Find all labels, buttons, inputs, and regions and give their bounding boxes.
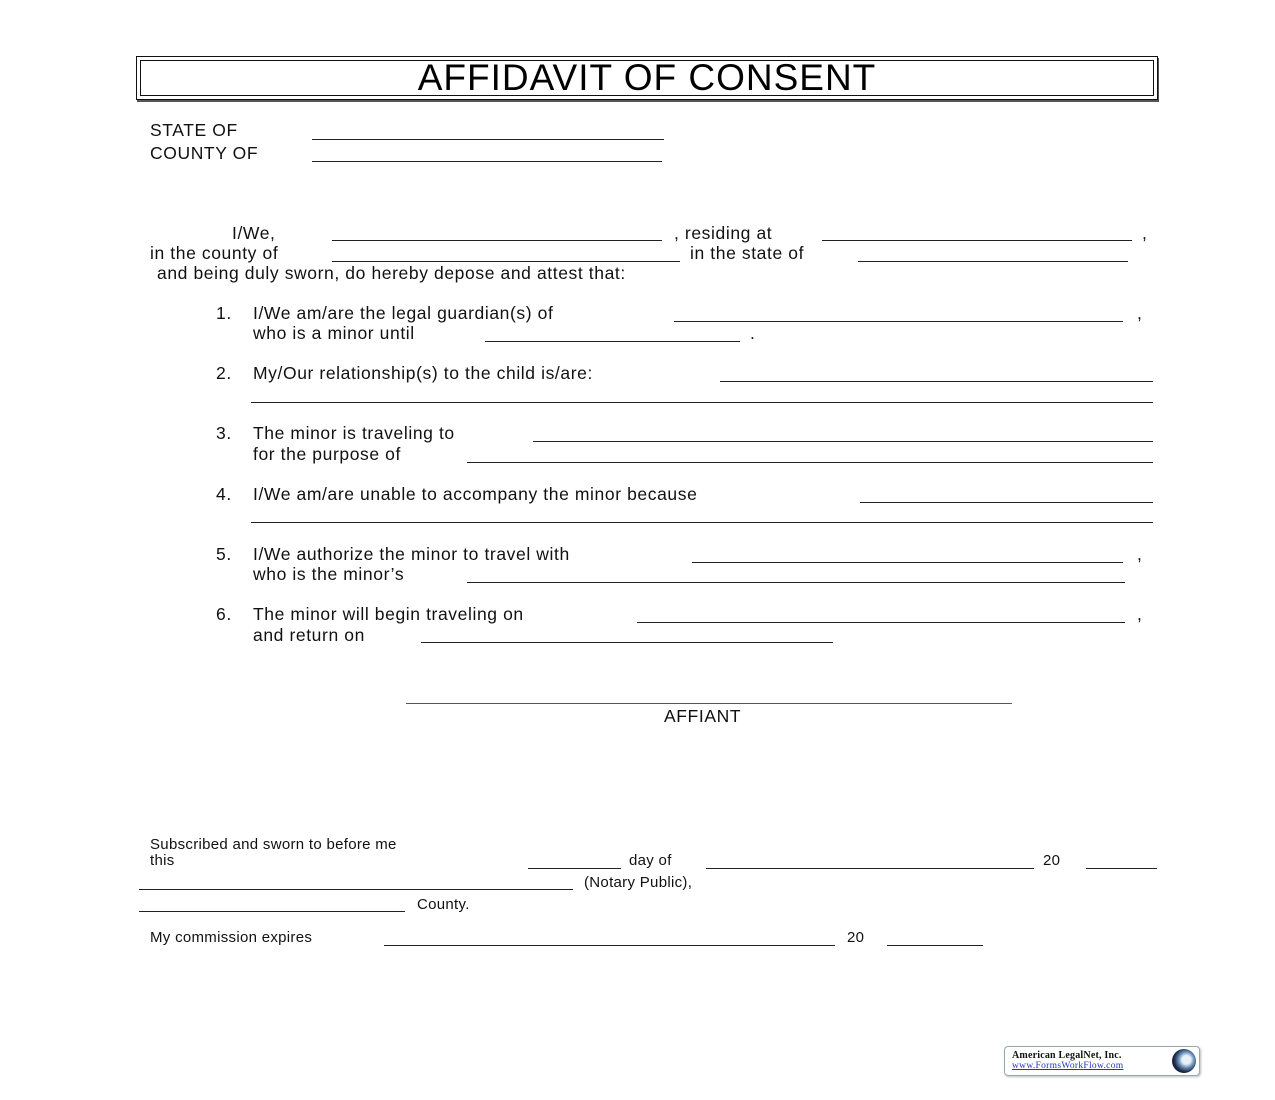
- reason-field[interactable]: [860, 502, 1153, 503]
- this-label: this: [150, 852, 175, 869]
- minor-name-field[interactable]: [674, 321, 1123, 322]
- period: .: [750, 323, 756, 343]
- state-label: in the state of: [690, 243, 805, 263]
- year-prefix: 20: [1043, 852, 1061, 869]
- begin-date-field[interactable]: [637, 622, 1125, 623]
- item-1-text-2: who is a minor until: [253, 323, 415, 343]
- item-2-text: My/Our relationship(s) to the child is/are:: [253, 363, 593, 383]
- item-number: 2.: [216, 363, 232, 383]
- item-6-text-2: and return on: [253, 625, 365, 645]
- item-6-text: The minor will begin traveling on: [253, 604, 524, 624]
- county-label: in the county of: [150, 243, 279, 263]
- state-of-field[interactable]: [312, 139, 664, 140]
- year-field[interactable]: [1086, 868, 1157, 869]
- comma: ,: [1142, 223, 1148, 243]
- destination-field[interactable]: [533, 441, 1153, 442]
- subscribed-text: Subscribed and sworn to before me: [150, 836, 397, 853]
- residence-field[interactable]: [822, 240, 1132, 241]
- county-of-field[interactable]: [312, 161, 662, 162]
- relationship-field-2[interactable]: [251, 402, 1153, 403]
- item-3-text: The minor is traveling to: [253, 423, 455, 443]
- comma: ,: [1137, 544, 1143, 564]
- publisher-name: American LegalNet, Inc.: [1012, 1050, 1122, 1061]
- notary-county-field[interactable]: [139, 911, 405, 912]
- minor-until-field[interactable]: [485, 341, 740, 342]
- notary-name-field[interactable]: [139, 889, 573, 890]
- item-number: 3.: [216, 423, 232, 443]
- county-of-label: COUNTY OF: [150, 143, 259, 163]
- state-of-label: STATE OF: [150, 120, 238, 140]
- title-inner-border: [140, 57, 1154, 98]
- month-field[interactable]: [706, 868, 1034, 869]
- item-5-text: I/We authorize the minor to travel with: [253, 544, 570, 564]
- notary-public-label: (Notary Public),: [584, 874, 693, 891]
- item-3-text-2: for the purpose of: [253, 444, 401, 464]
- item-number: 4.: [216, 484, 232, 504]
- residence-county-field[interactable]: [332, 261, 680, 262]
- commission-expires-label: My commission expires: [150, 929, 313, 946]
- item-5-text-2: who is the minor’s: [253, 564, 405, 584]
- iwe-label: I/We,: [232, 223, 276, 243]
- companion-name-field[interactable]: [692, 562, 1123, 563]
- publisher-logo: [1004, 1046, 1200, 1076]
- companion-relationship-field[interactable]: [467, 582, 1125, 583]
- item-number: 6.: [216, 604, 232, 624]
- residence-state-field[interactable]: [858, 261, 1128, 262]
- publisher-link[interactable]: www.FormsWorkFlow.com: [1012, 1061, 1124, 1071]
- day-field[interactable]: [528, 868, 621, 869]
- commission-year-field[interactable]: [887, 945, 983, 946]
- affiant-name-field[interactable]: [332, 240, 662, 241]
- item-1-text: I/We am/are the legal guardian(s) of: [253, 303, 554, 323]
- page-title: AFFIDAVIT OF CONSENT: [417, 57, 877, 98]
- commission-date-field[interactable]: [384, 945, 835, 946]
- commission-year-prefix: 20: [847, 929, 865, 946]
- comma: ,: [1137, 303, 1143, 323]
- sworn-statement: and being duly sworn, do hereby depose and attest that:: [157, 263, 626, 283]
- relationship-field[interactable]: [720, 381, 1153, 382]
- county-label: County.: [417, 896, 470, 913]
- globe-icon: [1172, 1049, 1196, 1073]
- return-date-field[interactable]: [421, 642, 833, 643]
- residing-at-label: , residing at: [674, 223, 773, 243]
- affiant-label: AFFIANT: [664, 706, 742, 726]
- purpose-field[interactable]: [467, 462, 1153, 463]
- item-4-text: I/We am/are unable to accompany the minor because: [253, 484, 698, 504]
- affiant-signature-line[interactable]: [406, 703, 1012, 704]
- item-number: 1.: [216, 303, 232, 323]
- day-of-label: day of: [629, 852, 672, 869]
- item-number: 5.: [216, 544, 232, 564]
- comma: ,: [1137, 604, 1143, 624]
- reason-field-2[interactable]: [251, 522, 1153, 523]
- title-box: [136, 56, 1158, 100]
